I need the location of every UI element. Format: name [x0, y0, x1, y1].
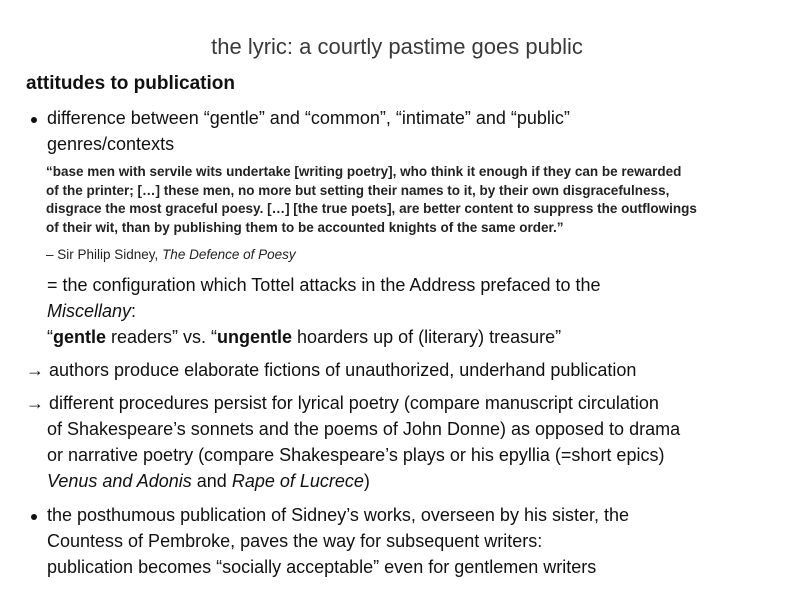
arrow-2-line-3: or narrative poetry (compare Shakespeare’s plays or his epyllia (=short epics) [47, 445, 665, 465]
attribution-author: – Sir Philip Sidney, [46, 247, 163, 262]
bullet-1-text [47, 105, 777, 157]
bullet-2-line-1: the posthumous publication of Sidney’s works, overseen by his sister, the [47, 505, 629, 525]
slide-title: the lyric: a courtly pastime goes public [211, 34, 583, 59]
ungentle-word: ungentle [217, 327, 293, 347]
venus-and-adonis-title: Venus and Adonis [47, 471, 192, 491]
arrow-2-line-4: Venus and Adonis and Rape of Lucrece) [47, 471, 370, 491]
configuration-text [47, 272, 777, 350]
quote-line: “base men with servile wits undertake [writing poetry], who think it enough if they can be rewarded [46, 164, 682, 179]
configuration-line-1: = the configuration which Tottel attacks in the Address prefaced to the [47, 275, 601, 295]
rape-of-lucrece-title: Rape of Lucrece [231, 471, 364, 491]
arrow-point-1: → authors produce elaborate fictions of unauthorized, underhand publication [26, 360, 637, 380]
section-heading: attitudes to publication [26, 73, 235, 94]
gentle-word: gentle [53, 327, 107, 347]
bullet-dot-icon [31, 514, 37, 520]
quote-attribution [46, 246, 296, 264]
sidney-quote [46, 163, 766, 237]
bullet-1-line-1: difference between “gentle” and “common”, “intimate” and “public” [47, 108, 570, 128]
arrow-point-2 [26, 390, 786, 494]
bullet-1-line-2: genres/contexts [47, 134, 175, 154]
arrow-2-line-2: of Shakespeare’s sonnets and the poems of John Donne) as opposed to drama [47, 419, 681, 439]
bullet-2-text [47, 502, 777, 580]
bullet-dot-icon [31, 117, 37, 123]
bullet-2-line-3: publication becomes “socially acceptable” even for gentlemen writers [47, 557, 597, 577]
quote-line: of their wit, than by publishing them to be accounted knights of the same order.” [46, 219, 564, 235]
bullet-2-line-2: Countess of Pembroke, paves the way for subsequent writers: [47, 531, 543, 551]
arrow-2-line-1: → different procedures persist for lyrical poetry (compare manuscript circulation [26, 393, 659, 413]
quote-line: disgrace the most graceful poesy. […] [the true poets], are better content to suppress the outflowings [46, 201, 697, 216]
quote-line: of the printer; […] these men, no more but setting their names to it, by their own disgracefulness, [46, 182, 670, 198]
miscellany-title: Miscellany [47, 301, 132, 321]
configuration-line-2: Miscellany: [47, 301, 137, 321]
configuration-line-3: “gentle readers” vs. “ungentle hoarders up of (literary) treasure” [47, 327, 562, 347]
attribution-work: The Defence of Poesy [162, 247, 296, 262]
